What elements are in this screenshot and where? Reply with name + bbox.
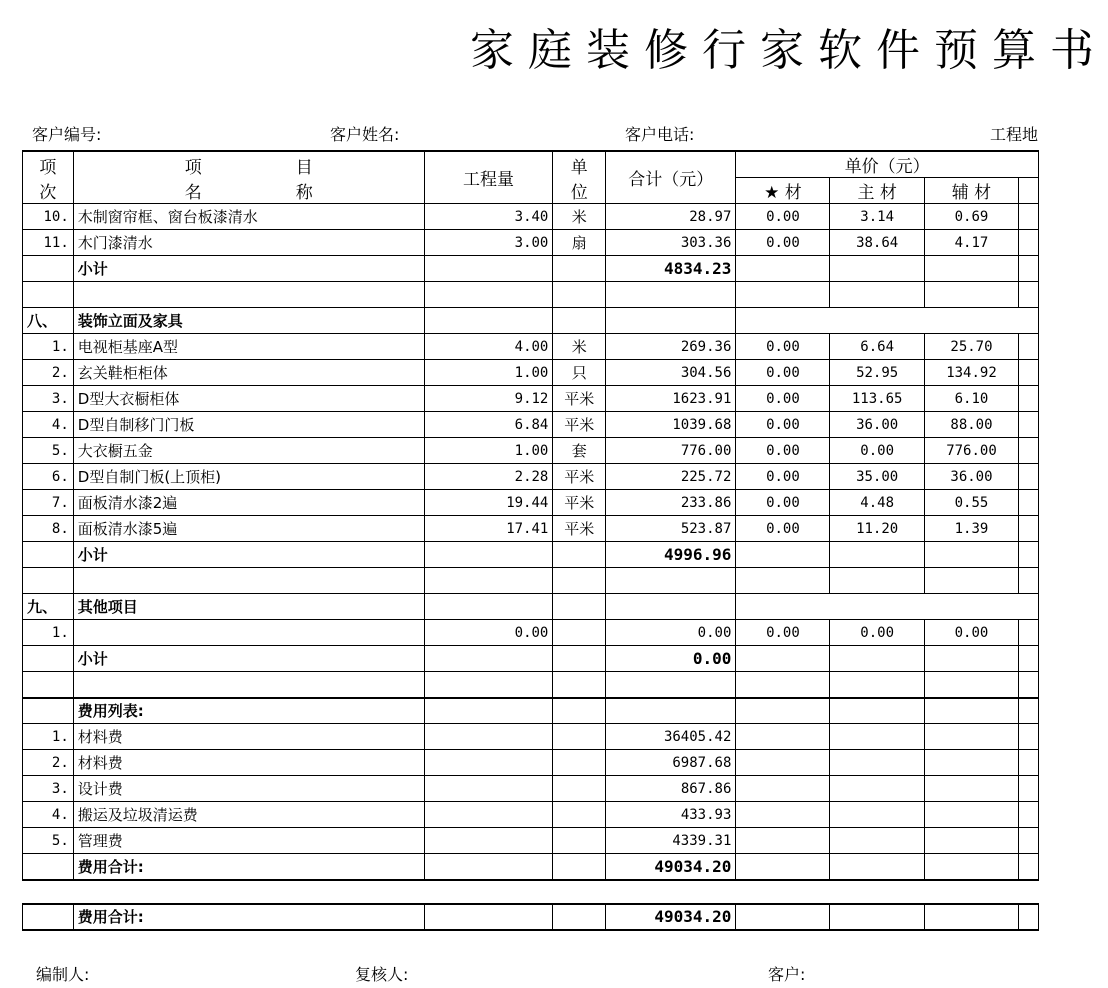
customer-phone-label: 客户电话: [625,125,695,144]
fee-blank [1019,776,1039,802]
fees-title-row [23,698,1039,724]
subtotal-row [23,542,1039,568]
item-star-material: 0.00 [736,438,830,464]
item-name: 电视柜基座A型 [73,334,424,360]
item-main-material: 38.64 [830,230,924,256]
section-no: 九、 [23,594,74,620]
header-item-no-top: 项 [39,157,57,178]
fee-blank [736,750,830,776]
item-no: 8. [23,516,74,542]
item-no: 11. [23,230,74,256]
customer-info-bar [0,118,1039,144]
item-total: 303.36 [606,230,736,256]
item-main-material: 6.64 [830,334,924,360]
fee-blank [1019,750,1039,776]
fee-blank [830,802,924,828]
fee-name: 材料费 [73,750,424,776]
fee-blank [1019,802,1039,828]
fee-blank [1019,828,1039,854]
fee-blank [924,802,1018,828]
fee-unit [553,750,606,776]
subtotal-value: 4996.96 [606,542,736,568]
item-star-material: 0.00 [736,490,830,516]
item-star-material: 0.00 [736,334,830,360]
fee-qty [424,776,553,802]
item-aux-material: 0.69 [924,204,1018,230]
header-row-1 [23,151,1039,178]
fee-row [23,724,1039,750]
header-extra [1019,178,1039,204]
page-title: 家庭装修行家软件预算书 [470,25,1108,76]
item-quantity: 2.28 [424,464,553,490]
item-quantity: 6.84 [424,412,553,438]
item-no: 10. [23,204,74,230]
fee-qty [424,750,553,776]
item-unit: 扇 [553,230,606,256]
customer-name-label: 客户姓名: [330,125,400,144]
item-aux-material: 776.00 [924,438,1018,464]
fee-unit [553,776,606,802]
item-unit: 平米 [553,464,606,490]
item-name [73,620,424,646]
item-name: 玄关鞋柜柜体 [73,360,424,386]
section-row [23,308,1039,334]
header-main-mat: 主 材 [830,178,924,204]
header-unit-top: 单 [570,157,588,178]
header-total: 合计（元） [606,151,736,204]
subtotal-label: 小计 [73,256,424,282]
section-name: 其他项目 [73,594,424,620]
subtotal-value: 4834.23 [606,256,736,282]
item-quantity: 9.12 [424,386,553,412]
item-quantity: 17.41 [424,516,553,542]
fee-name: 搬运及垃圾清运费 [73,802,424,828]
fees-sum-label: 费用合计: [73,854,424,880]
item-unit: 米 [553,334,606,360]
subtotal-label: 小计 [73,646,424,672]
spacer-row [23,880,1039,904]
preparer-label: 编制人: [36,965,90,984]
table-row [23,464,1039,490]
item-unit: 只 [553,360,606,386]
item-extra [1019,386,1039,412]
subtotal-label: 小计 [73,542,424,568]
fee-blank [924,828,1018,854]
fee-no: 5. [23,828,74,854]
item-main-material: 3.14 [830,204,924,230]
item-unit: 米 [553,204,606,230]
item-aux-material: 4.17 [924,230,1018,256]
item-total: 1623.91 [606,386,736,412]
fee-blank [924,776,1018,802]
fee-row [23,750,1039,776]
item-total: 233.86 [606,490,736,516]
item-quantity: 3.40 [424,204,553,230]
grand-total-row [23,904,1039,930]
item-main-material: 35.00 [830,464,924,490]
item-aux-material: 0.00 [924,620,1018,646]
item-quantity: 4.00 [424,334,553,360]
item-aux-material: 134.92 [924,360,1018,386]
fee-blank [924,724,1018,750]
item-aux-material: 36.00 [924,464,1018,490]
fee-qty [424,828,553,854]
fee-name: 设计费 [73,776,424,802]
item-quantity: 1.00 [424,360,553,386]
fee-blank [924,750,1018,776]
grand-total-label: 费用合计: [73,904,424,930]
fee-blank [1019,724,1039,750]
item-no: 5. [23,438,74,464]
table-row [23,516,1039,542]
item-main-material: 52.95 [830,360,924,386]
fee-total: 433.93 [606,802,736,828]
item-name: D型自制移门门板 [73,412,424,438]
table-row [23,334,1039,360]
item-unit [553,620,606,646]
item-extra [1019,464,1039,490]
item-star-material: 0.00 [736,360,830,386]
item-name: 木制窗帘框、窗台板漆清水 [73,204,424,230]
table-row [23,386,1039,412]
fee-blank [830,776,924,802]
fee-unit [553,724,606,750]
blank-row [23,282,1039,308]
item-extra [1019,490,1039,516]
fee-total: 4339.31 [606,828,736,854]
item-extra [1019,204,1039,230]
item-total: 1039.68 [606,412,736,438]
item-unit: 平米 [553,516,606,542]
item-quantity: 19.44 [424,490,553,516]
fees-title: 费用列表: [73,698,424,724]
fees-sum-value: 49034.20 [606,854,736,880]
header-name-b1: 名 [184,182,202,203]
fee-no: 3. [23,776,74,802]
item-extra [1019,620,1039,646]
customer-no-label: 客户编号: [32,125,102,144]
subtotal-value: 0.00 [606,646,736,672]
section-row [23,594,1039,620]
item-no: 2. [23,360,74,386]
item-name: D型大衣橱柜体 [73,386,424,412]
item-star-material: 0.00 [736,620,830,646]
item-extra [1019,360,1039,386]
item-main-material: 36.00 [830,412,924,438]
header-item-no [23,151,74,204]
item-total: 28.97 [606,204,736,230]
fee-no: 4. [23,802,74,828]
fee-name: 管理费 [73,828,424,854]
fee-blank [830,828,924,854]
item-extra [1019,334,1039,360]
blank-row [23,568,1039,594]
item-extra [1019,230,1039,256]
item-star-material: 0.00 [736,204,830,230]
header-item-name [73,151,424,204]
fee-blank [736,776,830,802]
item-name: 木门漆清水 [73,230,424,256]
section-no: 八、 [23,308,74,334]
item-star-material: 0.00 [736,516,830,542]
item-quantity: 3.00 [424,230,553,256]
fee-no: 1. [23,724,74,750]
header-quantity: 工程量 [424,151,553,204]
fee-blank [830,750,924,776]
item-extra [1019,516,1039,542]
table-row [23,360,1039,386]
item-aux-material: 25.70 [924,334,1018,360]
budget-table [22,150,1039,931]
header-unit [553,151,606,204]
item-total: 269.36 [606,334,736,360]
item-no: 6. [23,464,74,490]
fee-blank [736,828,830,854]
subtotal-row [23,256,1039,282]
header-name-b2: 称 [295,182,313,203]
section-name: 装饰立面及家具 [73,308,424,334]
fee-unit [553,802,606,828]
header-name-a2: 目 [295,157,313,178]
fee-total: 36405.42 [606,724,736,750]
item-total: 776.00 [606,438,736,464]
item-main-material: 11.20 [830,516,924,542]
header-unit-bottom: 位 [570,182,588,203]
item-aux-material: 88.00 [924,412,1018,438]
item-unit: 平米 [553,412,606,438]
item-name: 面板清水漆2遍 [73,490,424,516]
item-unit: 平米 [553,386,606,412]
fee-unit [553,828,606,854]
reviewer-label: 复核人: [355,965,409,984]
item-total: 225.72 [606,464,736,490]
fee-total: 867.86 [606,776,736,802]
fee-blank [736,724,830,750]
header-star-mat: ★ 材 [736,178,830,204]
blank-row [23,672,1039,698]
item-no: 7. [23,490,74,516]
fee-blank [830,724,924,750]
grand-total-value: 49034.20 [606,904,736,930]
header-name-a1: 项 [184,157,202,178]
item-main-material: 4.48 [830,490,924,516]
site-label: 工程地 [990,125,1039,144]
item-main-material: 0.00 [830,438,924,464]
client-label: 客户: [768,965,806,984]
fee-blank [736,802,830,828]
item-star-material: 0.00 [736,230,830,256]
fees-sum-row [23,854,1039,880]
item-extra [1019,438,1039,464]
item-name: D型自制门板(上顶柜) [73,464,424,490]
item-main-material: 0.00 [830,620,924,646]
item-total: 304.56 [606,360,736,386]
item-extra [1019,412,1039,438]
item-no: 4. [23,412,74,438]
item-star-material: 0.00 [736,464,830,490]
table-row [23,620,1039,646]
fee-total: 6987.68 [606,750,736,776]
header-item-no-bottom: 次 [39,182,57,203]
item-no: 1. [23,620,74,646]
table-row [23,438,1039,464]
table-row [23,490,1039,516]
item-aux-material: 6.10 [924,386,1018,412]
fee-no: 2. [23,750,74,776]
table-row [23,412,1039,438]
fee-row [23,828,1039,854]
fee-qty [424,724,553,750]
fee-name: 材料费 [73,724,424,750]
item-quantity: 1.00 [424,438,553,464]
item-star-material: 0.00 [736,386,830,412]
item-star-material: 0.00 [736,412,830,438]
item-main-material: 113.65 [830,386,924,412]
item-aux-material: 1.39 [924,516,1018,542]
item-total: 0.00 [606,620,736,646]
item-total: 523.87 [606,516,736,542]
item-quantity: 0.00 [424,620,553,646]
item-no: 1. [23,334,74,360]
fee-row [23,776,1039,802]
header-unit-price: 单价（元） [736,151,1039,178]
fee-row [23,802,1039,828]
item-name: 面板清水漆5遍 [73,516,424,542]
item-no: 3. [23,386,74,412]
item-unit: 平米 [553,490,606,516]
header-aux-mat: 辅 材 [924,178,1018,204]
fee-qty [424,802,553,828]
item-name: 大衣橱五金 [73,438,424,464]
table-row [23,204,1039,230]
item-unit: 套 [553,438,606,464]
table-row [23,230,1039,256]
item-aux-material: 0.55 [924,490,1018,516]
subtotal-row [23,646,1039,672]
